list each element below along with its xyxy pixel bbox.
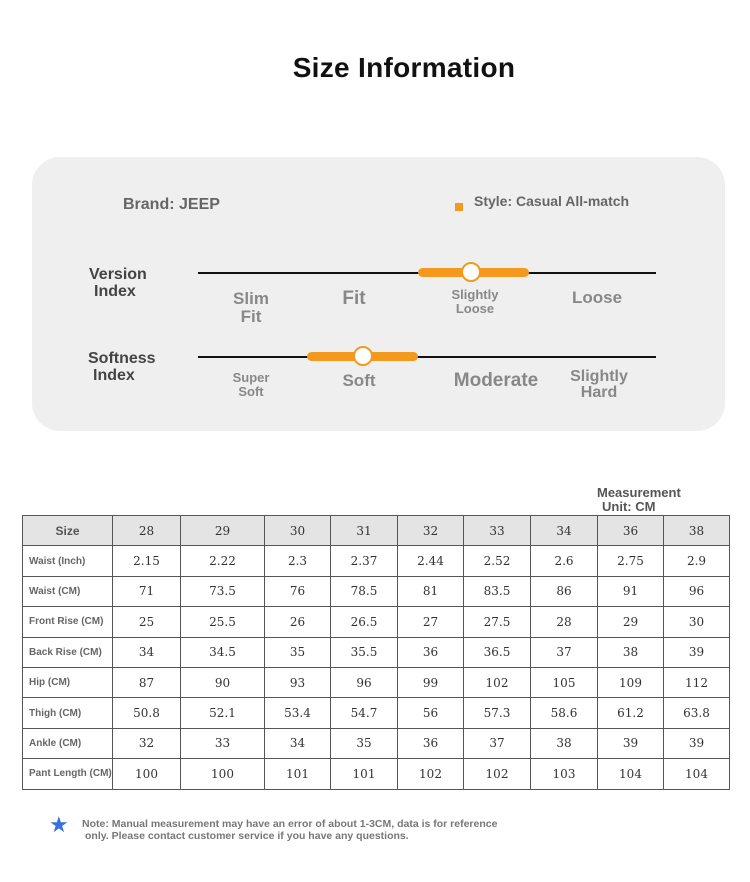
- table-cell: 25.5: [181, 607, 265, 637]
- table-cell: 61.2: [598, 698, 664, 728]
- table-header-cell: 33: [464, 516, 531, 546]
- table-cell: 36.5: [464, 637, 531, 667]
- table-cell: 35: [331, 728, 398, 758]
- table-cell: 103: [531, 759, 598, 789]
- table-header-row: [23, 516, 730, 546]
- table-cell: 2.9: [664, 546, 730, 576]
- table-cell: 96: [664, 576, 730, 606]
- table-cell: 58.6: [531, 698, 598, 728]
- table-cell: 26: [265, 607, 331, 637]
- softness-option-super-soft: Super Soft: [232, 370, 270, 399]
- table-cell: 35.5: [331, 637, 398, 667]
- table-cell: 32: [113, 728, 181, 758]
- version-option-loose: Loose: [571, 288, 623, 307]
- version-index-title: [89, 266, 147, 300]
- table-cell: 34: [265, 728, 331, 758]
- table-cell: 36: [398, 637, 464, 667]
- row-label: Waist (CM): [23, 576, 113, 606]
- star-icon: ★: [49, 812, 69, 837]
- table-cell: 28: [531, 607, 598, 637]
- row-label: Waist (Inch): [23, 546, 113, 576]
- table-cell: 53.4: [265, 698, 331, 728]
- table-header-cell: 30: [265, 516, 331, 546]
- table-cell: 37: [464, 728, 531, 758]
- table-header-label: Size: [23, 516, 113, 546]
- table-cell: 27: [398, 607, 464, 637]
- table-cell: 52.1: [181, 698, 265, 728]
- table-cell: 34.5: [181, 637, 265, 667]
- table-cell: 76: [265, 576, 331, 606]
- table-cell: 2.15: [113, 546, 181, 576]
- table-cell: 96: [331, 667, 398, 697]
- table-row: [23, 728, 730, 758]
- table-header-cell: 28: [113, 516, 181, 546]
- table-cell: 29: [598, 607, 664, 637]
- table-row: [23, 546, 730, 576]
- table-header-cell: 32: [398, 516, 464, 546]
- table-cell: 99: [398, 667, 464, 697]
- style-label: Style: Casual All-match: [474, 193, 630, 209]
- table-cell: 101: [331, 759, 398, 789]
- row-label: Pant Length (CM): [23, 759, 113, 789]
- table-cell: 2.52: [464, 546, 531, 576]
- row-label: Front Rise (CM): [23, 607, 113, 637]
- table-cell: 105: [531, 667, 598, 697]
- table-cell: 30: [664, 607, 730, 637]
- softness-option-soft: Soft: [342, 371, 376, 390]
- table-cell: 36: [398, 728, 464, 758]
- table-cell: 112: [664, 667, 730, 697]
- table-cell: 73.5: [181, 576, 265, 606]
- table-cell: 26.5: [331, 607, 398, 637]
- table-cell: 102: [464, 667, 531, 697]
- table-cell: 2.6: [531, 546, 598, 576]
- table-cell: 57.3: [464, 698, 531, 728]
- table-cell: 37: [531, 637, 598, 667]
- table-row: [23, 759, 730, 789]
- table-cell: 86: [531, 576, 598, 606]
- table-cell: 2.22: [181, 546, 265, 576]
- version-option-slim-fit: Slim Fit: [233, 289, 269, 326]
- softness-index-scale-line: [198, 356, 656, 358]
- softness-index-title-line1: Softness: [88, 350, 156, 367]
- table-cell: 50.8: [113, 698, 181, 728]
- table-cell: 102: [398, 759, 464, 789]
- table-cell: 2.37: [331, 546, 398, 576]
- table-cell: 2.3: [265, 546, 331, 576]
- table-cell: 104: [598, 759, 664, 789]
- table-cell: 39: [664, 728, 730, 758]
- size-table-body: [23, 516, 730, 790]
- softness-index-slider-knob: [353, 346, 373, 366]
- row-label: Ankle (CM): [23, 728, 113, 758]
- table-header-cell: 38: [664, 516, 730, 546]
- table-cell: 90: [181, 667, 265, 697]
- table-cell: 39: [598, 728, 664, 758]
- table-cell: 63.8: [664, 698, 730, 728]
- note-text: Note: Manual measurement may have an error of about 1-3CM, data is for reference only. Please contact customer service if you have any questions.: [82, 818, 498, 842]
- table-cell: 35: [265, 637, 331, 667]
- table-cell: 83.5: [464, 576, 531, 606]
- version-index-title-line2: Index: [94, 283, 136, 300]
- table-cell: 38: [531, 728, 598, 758]
- page-title: Size Information: [292, 52, 516, 83]
- table-cell: 104: [664, 759, 730, 789]
- softness-index-title-line2: Index: [93, 367, 135, 384]
- table-cell: 38: [598, 637, 664, 667]
- softness-index-title: [88, 350, 156, 384]
- table-row: [23, 667, 730, 697]
- table-cell: 93: [265, 667, 331, 697]
- row-label: Thigh (CM): [23, 698, 113, 728]
- size-table: [22, 515, 730, 790]
- row-label: Back Rise (CM): [23, 637, 113, 667]
- softness-option-moderate: Moderate: [453, 370, 539, 391]
- table-cell: 91: [598, 576, 664, 606]
- version-index-slider-knob: [461, 262, 481, 282]
- brand-label: Brand: JEEP: [123, 196, 220, 213]
- table-cell: 2.75: [598, 546, 664, 576]
- table-cell: 39: [664, 637, 730, 667]
- table-header-cell: 29: [181, 516, 265, 546]
- table-cell: 2.44: [398, 546, 464, 576]
- table-cell: 102: [464, 759, 531, 789]
- table-cell: 81: [398, 576, 464, 606]
- row-label: Hip (CM): [23, 667, 113, 697]
- table-cell: 54.7: [331, 698, 398, 728]
- table-header-cell: 34: [531, 516, 598, 546]
- softness-option-slightly-hard: Slightly Hard: [570, 368, 628, 401]
- table-cell: 101: [265, 759, 331, 789]
- table-cell: 27.5: [464, 607, 531, 637]
- style-bullet-icon: [455, 203, 463, 211]
- table-header-cell: 36: [598, 516, 664, 546]
- table-cell: 87: [113, 667, 181, 697]
- table-cell: 56: [398, 698, 464, 728]
- version-option-slightly-loose: Slightly Loose: [451, 287, 499, 316]
- table-header-cell: 31: [331, 516, 398, 546]
- table-cell: 100: [113, 759, 181, 789]
- version-option-fit: Fit: [342, 288, 366, 309]
- table-cell: 109: [598, 667, 664, 697]
- table-row: [23, 637, 730, 667]
- measurement-unit-label: Measurement Unit: CM: [597, 485, 681, 514]
- table-cell: 100: [181, 759, 265, 789]
- table-cell: 34: [113, 637, 181, 667]
- version-index-title-line1: Version: [89, 266, 147, 283]
- table-row: [23, 607, 730, 637]
- table-cell: 78.5: [331, 576, 398, 606]
- table-cell: 71: [113, 576, 181, 606]
- table-cell: 25: [113, 607, 181, 637]
- table-row: [23, 576, 730, 606]
- table-cell: 33: [181, 728, 265, 758]
- table-row: [23, 698, 730, 728]
